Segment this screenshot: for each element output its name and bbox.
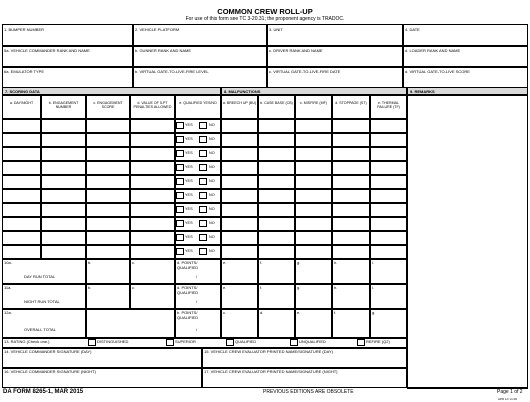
yes-label: YES <box>185 193 193 197</box>
col-stoppage-cell[interactable] <box>332 175 370 189</box>
day-run-total-points-label: d. POINTS/ QUALIFIED <box>177 260 199 270</box>
col-stoppage-cell[interactable] <box>332 245 370 259</box>
yes-label: YES <box>185 179 193 183</box>
day-run-total-malfunction-cell[interactable] <box>332 259 370 284</box>
rating-row <box>2 338 407 348</box>
overall-total-cell[interactable] <box>2 309 86 338</box>
col-day-night-cell[interactable] <box>2 175 41 189</box>
overall-total-malfunction-letter: d. <box>260 310 264 315</box>
col-breech-up-cell[interactable] <box>221 245 258 259</box>
gate-level-field-label: b. VIRTUAL GATE-TO-LIVE-FIRE LEVEL <box>135 69 209 74</box>
gunner-field-label: b. GUNNER RANK AND NAME <box>135 48 192 53</box>
no-label: NO <box>209 123 215 127</box>
overall-total-malfunction-cell[interactable] <box>295 309 332 338</box>
col-case-base-cell[interactable] <box>258 245 295 259</box>
overall-total-malfunction-cell[interactable] <box>370 309 407 338</box>
yes-checkbox[interactable] <box>176 150 184 157</box>
remarks-field[interactable] <box>407 95 528 389</box>
overall-total-malfunction-letter: c. <box>223 310 227 315</box>
day-run-total-malfunction-letter: g. <box>297 260 301 265</box>
overall-total-malfunction-cell[interactable] <box>332 309 370 338</box>
col-case-base-cell[interactable] <box>258 147 295 161</box>
col-breech-up-cell[interactable] <box>221 217 258 231</box>
day-run-total-cell[interactable] <box>2 259 86 284</box>
col-engagement-number-cell[interactable] <box>41 203 86 217</box>
no-label: NO <box>209 137 215 141</box>
col-thermal-failure-cell[interactable] <box>370 231 407 245</box>
day-run-total-slash: / <box>196 274 198 279</box>
yes-checkbox[interactable] <box>176 234 184 241</box>
day-run-total-malfunction-letter: h. <box>334 260 338 265</box>
yes-checkbox[interactable] <box>176 136 184 143</box>
col-qualified-header <box>175 95 221 119</box>
yes-label: YES <box>185 165 193 169</box>
col-engagement-score-cell[interactable] <box>86 231 130 245</box>
night-run-total-malfunction-cell[interactable] <box>295 284 332 309</box>
no-checkbox[interactable] <box>199 248 207 255</box>
col-misfire-label: c. MISFIRE (MF) <box>300 101 327 105</box>
rating-distinguished-label: DISTINGUISHED <box>97 339 129 344</box>
no-label: NO <box>209 249 215 253</box>
col-thermal-failure-cell[interactable] <box>370 133 407 147</box>
no-checkbox[interactable] <box>199 192 207 199</box>
no-label: NO <box>209 193 215 197</box>
day-run-total-malfunction-cell[interactable] <box>370 259 407 284</box>
signature-vc-day-label: 14. VEHICLE COMMANDER SIGNATURE (DAY) <box>4 349 92 354</box>
day-run-total-b-label: b. <box>88 260 92 265</box>
col-penalties-label: d. VALUE OF 5-PT PENALTIES ALLOWED <box>133 101 172 110</box>
col-engagement-number-cell[interactable] <box>41 147 86 161</box>
col-breech-up-cell[interactable] <box>221 231 258 245</box>
gate-score-field-label: d. VIRTUAL GATE-TO-LIVE SCORE <box>405 69 470 74</box>
col-engagement-number-cell[interactable] <box>41 189 86 203</box>
col-engagement-score-cell[interactable] <box>86 147 130 161</box>
day-run-total-malfunction-letter: e. <box>223 260 227 265</box>
col-breech-up-cell[interactable] <box>221 133 258 147</box>
col-misfire-cell[interactable] <box>295 245 332 259</box>
rating-unqualified-label: UNQUALIFIED <box>299 339 326 344</box>
col-stoppage-cell[interactable] <box>332 231 370 245</box>
night-run-total-points-label: d. POINTS/ QUALIFIED <box>177 285 199 295</box>
obsolete-notice: PREVIOUS EDITIONS ARE OBSOLETE <box>263 389 354 395</box>
col-case-base-cell[interactable] <box>258 175 295 189</box>
col-day-night-cell[interactable] <box>2 133 41 147</box>
col-misfire-cell[interactable] <box>295 119 332 133</box>
overall-total-malfunction-cell[interactable] <box>258 309 295 338</box>
col-thermal-failure-cell[interactable] <box>370 161 407 175</box>
no-checkbox[interactable] <box>199 206 207 213</box>
col-penalties-cell[interactable] <box>130 133 175 147</box>
yes-checkbox[interactable] <box>176 122 184 129</box>
day-run-total-malfunction-cell[interactable] <box>295 259 332 284</box>
yes-label: YES <box>185 221 193 225</box>
col-stoppage-label: d. STOPPAGE (ST) <box>335 101 367 105</box>
col-breech-up-cell[interactable] <box>221 189 258 203</box>
col-engagement-score-cell[interactable] <box>86 175 130 189</box>
col-engagement-number-cell[interactable] <box>41 119 86 133</box>
bumper-number-field-label: 1. BUMPER NUMBER <box>4 27 45 32</box>
col-misfire-cell[interactable] <box>295 231 332 245</box>
night-run-total-malfunction-letter: e. <box>223 285 227 290</box>
col-stoppage-cell[interactable] <box>332 189 370 203</box>
day-run-total-label: DAY RUN TOTAL <box>24 274 56 279</box>
col-engagement-score-cell[interactable] <box>86 203 130 217</box>
night-run-total-malfunction-cell[interactable] <box>332 284 370 309</box>
yes-checkbox[interactable] <box>176 164 184 171</box>
day-run-total-malfunction-cell[interactable] <box>258 259 295 284</box>
col-misfire-cell[interactable] <box>295 147 332 161</box>
overall-total-slash: / <box>196 327 198 332</box>
col-penalties-cell[interactable] <box>130 119 175 133</box>
no-checkbox[interactable] <box>199 150 207 157</box>
no-checkbox[interactable] <box>199 164 207 171</box>
rating-distinguished-checkbox[interactable] <box>88 339 96 346</box>
no-label: NO <box>209 207 215 211</box>
col-breech-up-cell[interactable] <box>221 147 258 161</box>
day-run-total-c-cell[interactable] <box>130 259 175 284</box>
col-thermal-failure-cell[interactable] <box>370 175 407 189</box>
date-field[interactable] <box>403 24 528 46</box>
col-penalties-cell[interactable] <box>130 147 175 161</box>
rating-label: 13. RATING (Check one.) <box>4 339 50 344</box>
page-number: Page 1 of 2 <box>497 389 523 395</box>
rating-superior-label: SUPERIOR <box>175 339 196 344</box>
col-engagement-score-cell[interactable] <box>86 245 130 259</box>
col-thermal-failure-cell[interactable] <box>370 217 407 231</box>
loader-field-label: d. LOADER RANK AND NAME <box>405 48 461 53</box>
no-label: NO <box>209 165 215 169</box>
col-breech-up-cell[interactable] <box>221 203 258 217</box>
col-engagement-number-cell[interactable] <box>41 245 86 259</box>
night-run-total-malfunction-cell[interactable] <box>258 284 295 309</box>
no-checkbox[interactable] <box>199 122 207 129</box>
no-label: NO <box>209 179 215 183</box>
col-stoppage-header <box>332 95 370 119</box>
night-run-total-slash: / <box>196 299 198 304</box>
col-engagement-number-cell[interactable] <box>41 217 86 231</box>
col-engagement-score-cell[interactable] <box>86 161 130 175</box>
col-case-base-cell[interactable] <box>258 189 295 203</box>
col-penalties-cell[interactable] <box>130 217 175 231</box>
form-subtitle: For use of this form see TC 3-20.31; the proponent agency is TRADOC. <box>185 16 345 22</box>
overall-total-malfunction-cell[interactable] <box>221 309 258 338</box>
yes-checkbox[interactable] <box>176 192 184 199</box>
col-case-base-header <box>258 95 295 119</box>
col-day-night-cell[interactable] <box>2 147 41 161</box>
col-breech-up-cell[interactable] <box>221 119 258 133</box>
night-run-total-label: NIGHT RUN TOTAL <box>24 299 60 304</box>
col-breech-up-cell[interactable] <box>221 161 258 175</box>
no-checkbox[interactable] <box>199 136 207 143</box>
no-label: NO <box>209 235 215 239</box>
col-thermal-failure-cell[interactable] <box>370 245 407 259</box>
no-label: NO <box>209 151 215 155</box>
night-run-total-malfunction-cell[interactable] <box>221 284 258 309</box>
night-run-total-c-label: c. <box>132 285 136 290</box>
form-title: COMMON CREW ROLL-UP <box>217 7 313 16</box>
col-stoppage-cell[interactable] <box>332 217 370 231</box>
yes-label: YES <box>185 207 193 211</box>
overall-total-number: 12a. <box>4 310 12 315</box>
col-penalties-cell[interactable] <box>130 231 175 245</box>
day-run-total-malfunction-letter: f. <box>260 260 263 265</box>
col-stoppage-cell[interactable] <box>332 119 370 133</box>
rating-qualified-label: QUALIFIED <box>235 339 257 344</box>
col-engagement-score-cell[interactable] <box>86 119 130 133</box>
date-field-label: 4. DATE <box>405 27 420 32</box>
no-checkbox[interactable] <box>199 178 207 185</box>
section-remarks: 9. REMARKS <box>407 87 528 95</box>
night-run-total-malfunction-letter: g. <box>297 285 301 290</box>
col-penalties-cell[interactable] <box>130 161 175 175</box>
overall-total-label: OVERALL TOTAL <box>24 327 56 332</box>
col-case-base-cell[interactable] <box>258 119 295 133</box>
col-thermal-failure-cell[interactable] <box>370 203 407 217</box>
no-checkbox[interactable] <box>199 220 207 227</box>
col-engagement-number-cell[interactable] <box>41 133 86 147</box>
rating-refire-checkbox[interactable] <box>357 339 365 346</box>
col-day-night-label: a. DAY/NIGHT <box>9 101 34 105</box>
col-misfire-cell[interactable] <box>295 189 332 203</box>
yes-label: YES <box>185 123 193 127</box>
col-day-night-cell[interactable] <box>2 245 41 259</box>
version-label: APD LC v1.00 <box>498 397 518 401</box>
signature-evaluator-night-label: 17. VEHICLE CREW EVALUATOR PRINTED NAME/SIGNATURE (NIGHT) <box>204 369 338 374</box>
night-run-total-malfunction-letter: f. <box>260 285 263 290</box>
unit-field[interactable] <box>267 24 403 46</box>
driver-field-label: c. DRIVER RANK AND NAME <box>269 48 323 53</box>
col-engagement-number-cell[interactable] <box>41 175 86 189</box>
col-engagement-score-cell[interactable] <box>86 133 130 147</box>
overall-total-points-label: b. POINTS/ QUALIFIED <box>177 310 199 320</box>
night-run-total-malfunction-letter: i. <box>372 285 374 290</box>
col-stoppage-cell[interactable] <box>332 161 370 175</box>
col-case-base-cell[interactable] <box>258 231 295 245</box>
col-engagement-number-cell[interactable] <box>41 231 86 245</box>
col-stoppage-cell[interactable] <box>332 203 370 217</box>
yes-label: YES <box>185 235 193 239</box>
signature-evaluator-day-label: 15. VEHICLE CREW EVALUATOR PRINTED NAME/SIGNATURE (DAY) <box>204 349 333 354</box>
col-penalties-cell[interactable] <box>130 203 175 217</box>
col-misfire-cell[interactable] <box>295 161 332 175</box>
rating-superior-checkbox[interactable] <box>166 339 174 346</box>
yes-checkbox[interactable] <box>176 178 184 185</box>
day-run-total-c-label: c. <box>132 260 136 265</box>
night-run-total-number: 11a. <box>4 285 12 290</box>
col-breech-up-cell[interactable] <box>221 175 258 189</box>
col-misfire-cell[interactable] <box>295 203 332 217</box>
day-run-total-number: 10a. <box>4 260 12 265</box>
col-thermal-failure-label: e. THERMAL FAILURE (TF) <box>377 101 400 110</box>
col-breech-up-label: a. BREECH UP (BU) <box>222 101 257 105</box>
col-day-night-cell[interactable] <box>2 203 41 217</box>
col-penalties-cell[interactable] <box>130 189 175 203</box>
col-stoppage-cell[interactable] <box>332 147 370 161</box>
yes-checkbox[interactable] <box>176 206 184 213</box>
night-run-total-malfunction-letter: h. <box>334 285 338 290</box>
col-thermal-failure-cell[interactable] <box>370 147 407 161</box>
emulator-type-field-label: 6a. EMULATOR TYPE <box>4 69 45 74</box>
col-case-base-cell[interactable] <box>258 161 295 175</box>
form-number: DA FORM 8265-1, MAR 2015 <box>3 389 84 395</box>
col-day-night-cell[interactable] <box>2 119 41 133</box>
col-day-night-cell[interactable] <box>2 217 41 231</box>
col-case-base-cell[interactable] <box>258 133 295 147</box>
col-thermal-failure-cell[interactable] <box>370 189 407 203</box>
col-breech-up-header <box>221 95 258 119</box>
signature-vc-night-label: 16. VEHICLE COMMANDER SIGNATURE (NIGHT) <box>4 369 96 374</box>
overall-total-malfunction-letter: e. <box>297 310 301 315</box>
night-run-total-b-cell[interactable] <box>86 284 130 309</box>
no-label: NO <box>209 221 215 225</box>
col-penalties-cell[interactable] <box>130 245 175 259</box>
yes-label: YES <box>185 249 193 253</box>
col-misfire-header <box>295 95 332 119</box>
unit-field-label: 3. UNIT <box>269 27 283 32</box>
col-case-base-label: b. CASE BASE (CB) <box>260 101 293 105</box>
yes-label: YES <box>185 137 193 141</box>
col-engagement-score-label: c. ENGAGEMENT SCORE <box>93 101 123 110</box>
night-run-total-malfunction-cell[interactable] <box>370 284 407 309</box>
section-malfunctions: 8. MALFUNCTIONS <box>221 87 407 95</box>
vehicle-commander-field-label: 5a. VEHICLE COMMANDER RANK AND NAME <box>4 48 90 53</box>
col-day-night-cell[interactable] <box>2 231 41 245</box>
col-engagement-score-cell[interactable] <box>86 189 130 203</box>
rating-refire-label: REFIRE (Q2) <box>366 339 390 344</box>
col-penalties-cell[interactable] <box>130 175 175 189</box>
col-misfire-cell[interactable] <box>295 133 332 147</box>
overall-total-b-cell[interactable] <box>86 309 175 338</box>
gate-date-field-label: c. VIRTUAL GATE-TO-LIVE-FIRE DATE <box>269 69 341 74</box>
col-engagement-score-cell[interactable] <box>86 217 130 231</box>
col-misfire-cell[interactable] <box>295 175 332 189</box>
section-scoring-data: 7. SCORING DATA <box>2 87 221 95</box>
col-stoppage-cell[interactable] <box>332 133 370 147</box>
col-thermal-failure-cell[interactable] <box>370 119 407 133</box>
yes-checkbox[interactable] <box>176 220 184 227</box>
col-day-night-cell[interactable] <box>2 161 41 175</box>
col-case-base-cell[interactable] <box>258 203 295 217</box>
vehicle-platform-field-label: 2. VEHICLE PLATFORM <box>135 27 180 32</box>
yes-checkbox[interactable] <box>176 248 184 255</box>
col-engagement-number-label: b. ENGAGEMENT NUMBER <box>48 101 79 110</box>
rating-qualified-checkbox[interactable] <box>226 339 234 346</box>
overall-total-malfunction-letter: f. <box>334 310 337 315</box>
col-misfire-cell[interactable] <box>295 217 332 231</box>
day-run-total-malfunction-cell[interactable] <box>221 259 258 284</box>
overall-total-malfunction-letter: g. <box>372 310 376 315</box>
col-day-night-cell[interactable] <box>2 189 41 203</box>
night-run-total-cell[interactable] <box>2 284 86 309</box>
rating-unqualified-checkbox[interactable] <box>290 339 298 346</box>
col-engagement-number-cell[interactable] <box>41 161 86 175</box>
day-run-total-malfunction-letter: i. <box>372 260 374 265</box>
col-case-base-cell[interactable] <box>258 217 295 231</box>
col-qualified-label: e. QUALIFIED YES/NO <box>179 101 217 105</box>
col-day-night-header <box>2 95 41 119</box>
night-run-total-b-label: b. <box>88 285 92 290</box>
day-run-total-b-cell[interactable] <box>86 259 130 284</box>
no-checkbox[interactable] <box>199 234 207 241</box>
night-run-total-c-cell[interactable] <box>130 284 175 309</box>
yes-label: YES <box>185 151 193 155</box>
